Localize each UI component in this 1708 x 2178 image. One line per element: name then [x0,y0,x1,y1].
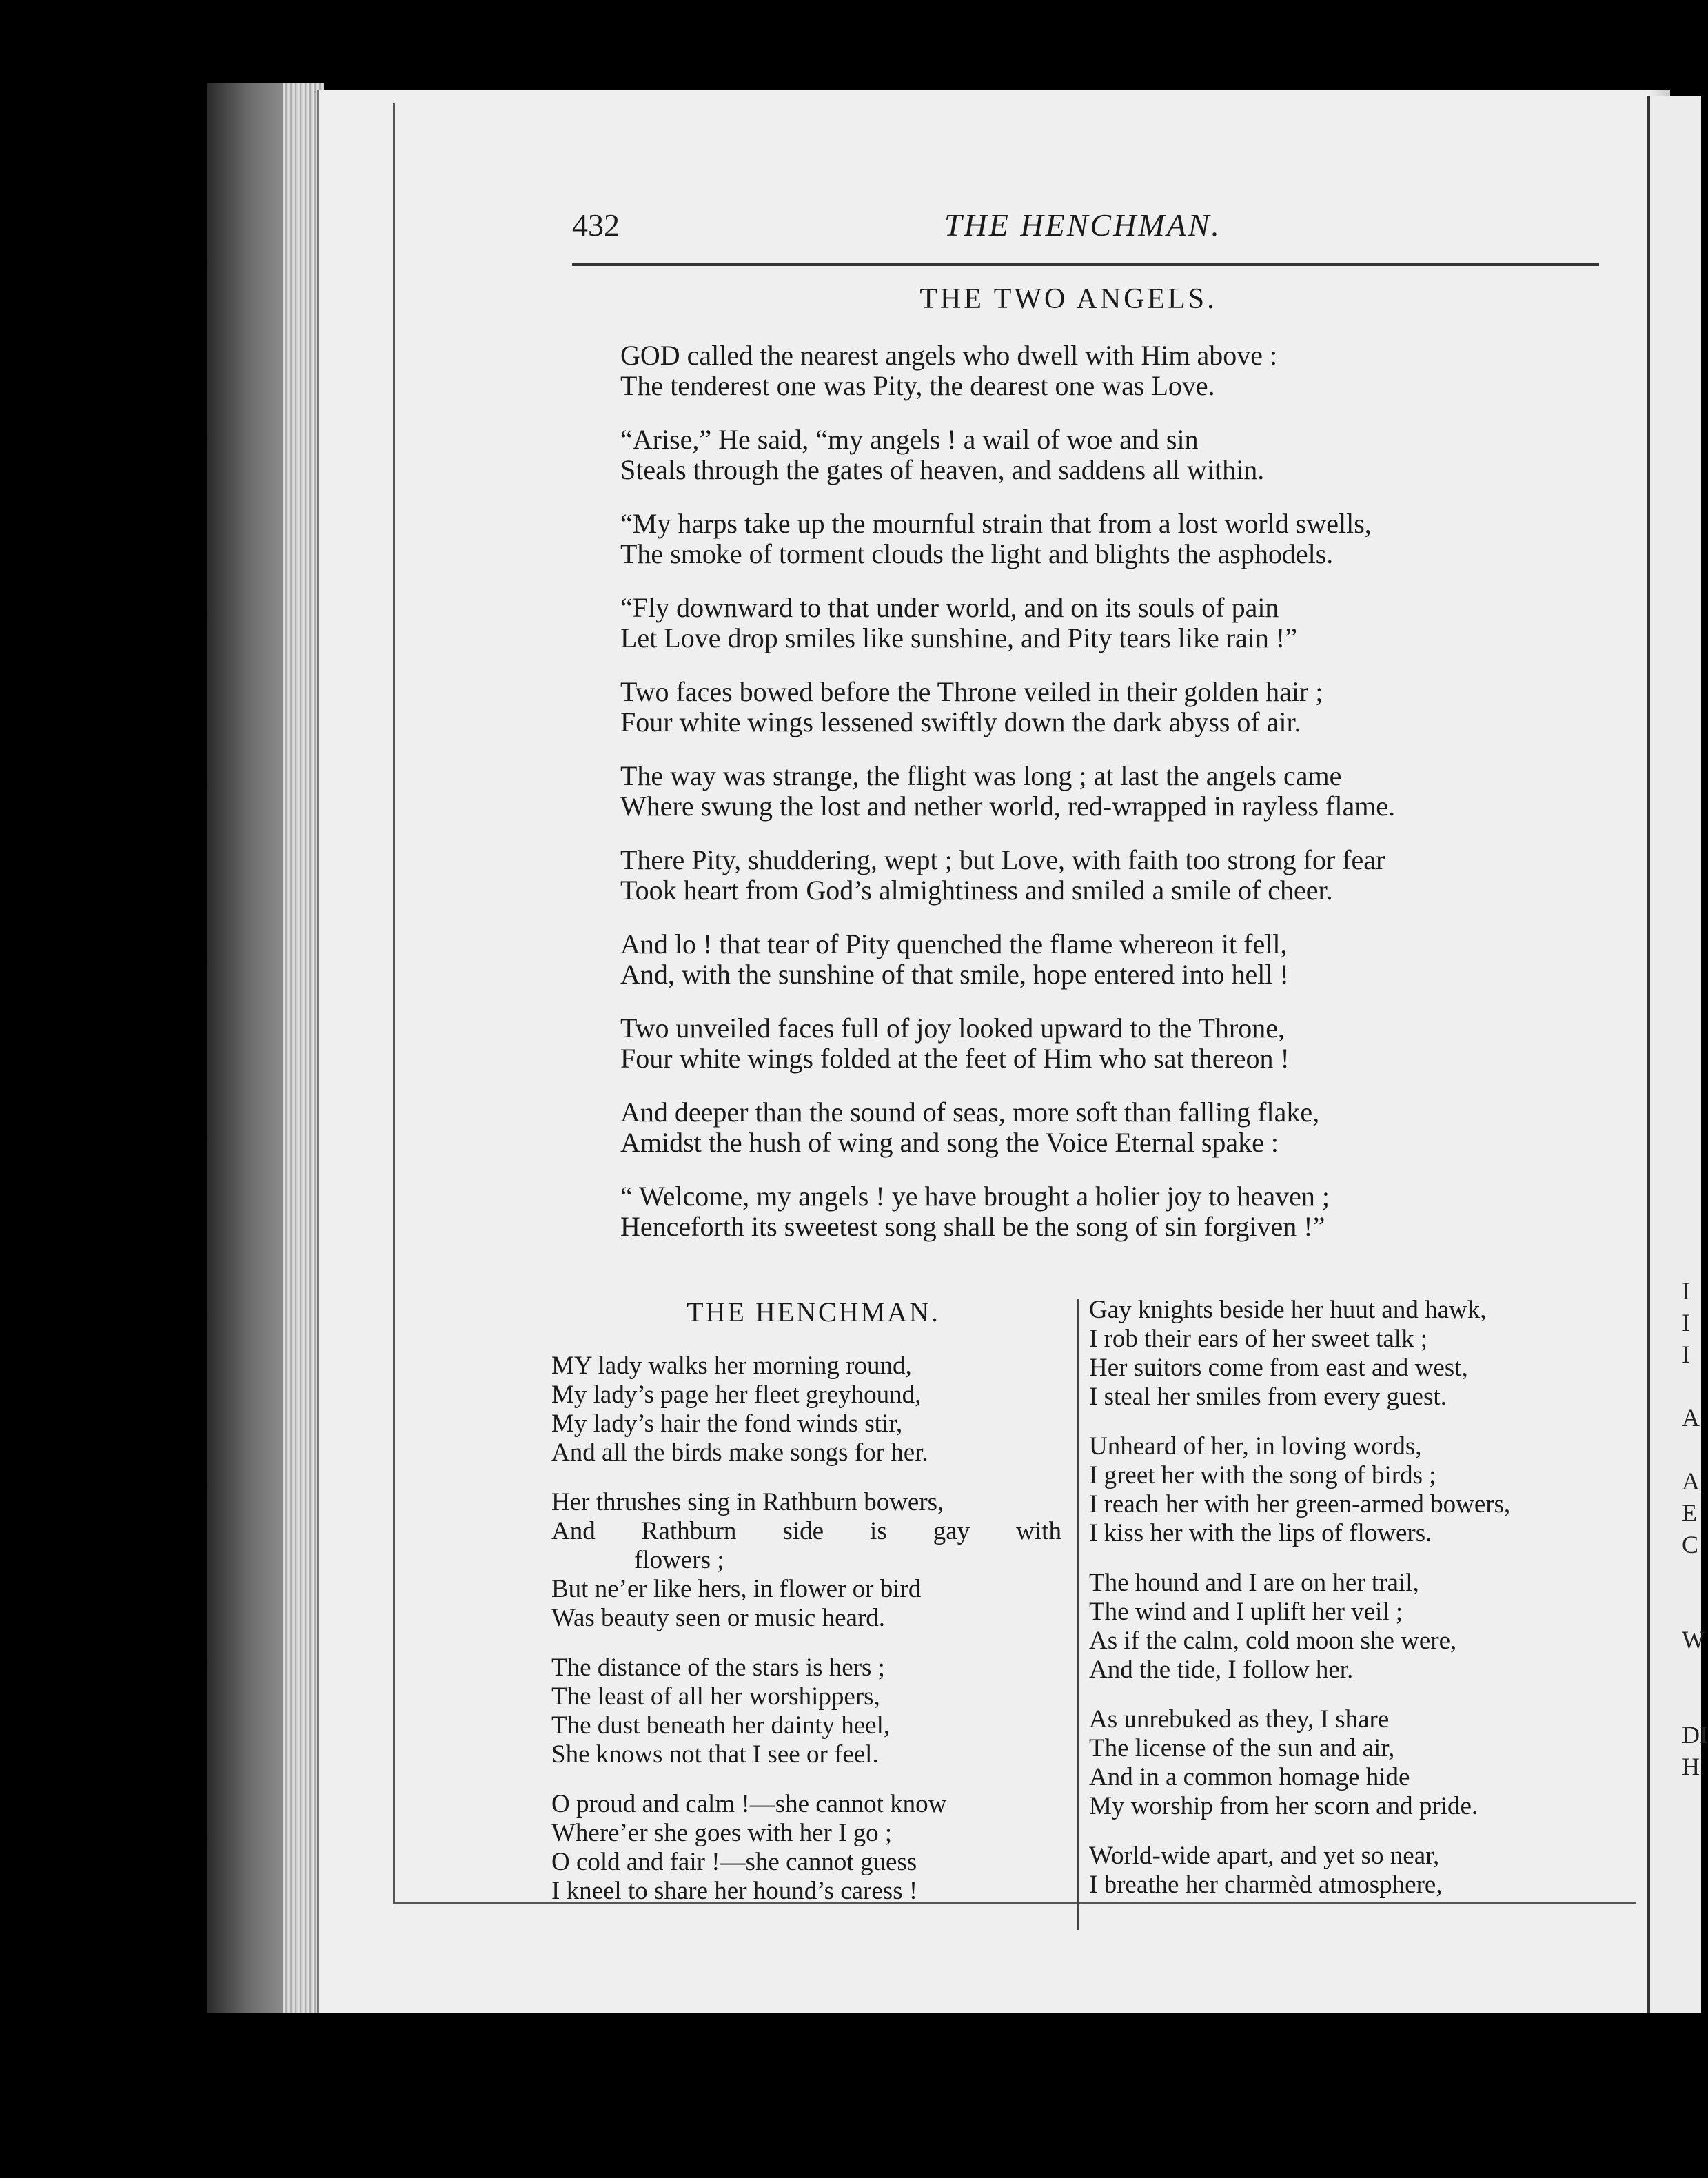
facing-page-text-fragments: I I I A A E C W DI H [1682,1277,1708,1780]
verse-line: The smoke of torment clouds the light and blights the asphodels. [620,538,1334,569]
verse-line: The license of the sun and air, [1089,1734,1395,1762]
verse-line: The dust beneath her dainty heel, [551,1711,891,1740]
verse-line: And all the birds make songs for her. [551,1438,928,1467]
stanza [620,425,1599,485]
page-number: 432 [572,207,620,243]
verse-line: The tenderest one was Pity, the dearest one was Love. [620,370,1215,401]
stanza [620,509,1599,569]
verse-line: I kneel to share her hound’s caress ! [551,1877,918,1905]
verse-line: Gay knights beside her huut and hawk, [1089,1296,1487,1324]
stanza [620,845,1599,906]
verse-line: Was beauty seen or music heard. [551,1604,886,1632]
word: And [551,1517,596,1545]
verse-line: I kiss her with the lips of flowers. [1089,1519,1432,1547]
stanza [1089,1842,1613,1900]
stanza [620,1097,1599,1158]
verse-line: As if the calm, cold moon she were, [1089,1627,1457,1655]
verse-line: “My harps take up the mournful strain that from a lost world swells, [620,508,1372,539]
henchman-left-column [551,1296,1075,1926]
stanza [620,593,1599,653]
verse-line: GOD called the nearest angels who dwell with Him above : [620,340,1278,371]
verse-line: Her thrushes sing in Rathburn bowers, [551,1488,944,1516]
poem-the-two-angels [620,283,1599,1265]
column-divider [1077,1299,1079,1930]
verse-line: My lady’s page her fleet greyhound, [551,1381,922,1409]
verse-line: The least of all her worshippers, [551,1682,880,1711]
word: is [870,1517,887,1545]
verse-line-turnover: flowers ; [634,1546,724,1574]
verse-line: O proud and calm !—she cannot know [551,1790,947,1818]
word: with [1016,1517,1061,1545]
verse-line: But ne’er like hers, in flower or bird [551,1575,922,1603]
verse-line: I breathe her charmèd atmosphere, [1089,1871,1443,1899]
stanza [620,761,1599,822]
running-head [572,207,1606,262]
verse-line: Two faces bowed before the Throne veiled in their golden hair ; [620,676,1323,707]
stanza [620,929,1599,990]
verse-line: And, with the sunshine of that smile, hope entered into hell ! [620,959,1289,990]
verse-line: Two unveiled faces full of joy looked upward to the Throne, [620,1012,1285,1044]
verse-line: Took heart from God’s almightiness and smiled a smile of cheer. [620,875,1333,906]
verse-line: There Pity, shuddering, wept ; but Love, with faith too strong for fear [620,844,1385,875]
verse-line: Her suitors come from east and west, [1089,1354,1468,1382]
verse-line: Unheard of her, in loving words, [1089,1432,1422,1461]
stanza [620,1181,1599,1242]
verse-line: Henceforth its sweetest song shall be the song of sin forgiven !” [620,1211,1325,1242]
verse-line: As unrebuked as they, I share [1089,1705,1390,1733]
verse-line: I greet her with the song of birds ; [1089,1461,1436,1489]
verse-line: My lady’s hair the fond winds stir, [551,1409,903,1438]
verse-line: And deeper than the sound of seas, more soft than falling flake, [620,1097,1320,1128]
verse-line: And lo ! that tear of Pity quenched the flame whereon it fell, [620,928,1288,959]
verse-line: My worship from her scorn and pride. [1089,1792,1478,1820]
verse-line: Let Love drop smiles like sunshine, and Pity tears like rain !” [620,622,1297,653]
word: gay [933,1517,970,1545]
verse-line: The wind and I uplift her veil ; [1089,1598,1403,1626]
word: side [782,1517,824,1545]
verse-line: Four white wings folded at the feet of Him who sat thereon ! [620,1043,1290,1074]
verse-line: And the tide, I follow her. [1089,1656,1354,1684]
stanza [1089,1569,1613,1685]
stanza [551,1352,1075,1467]
poem-title: THE TWO ANGELS. [919,283,1217,315]
verse-line: She knows not that I see or feel. [551,1740,879,1769]
stanza [1089,1296,1613,1412]
head-rule [572,263,1599,266]
verse-line: MY lady walks her morning round, [551,1352,912,1380]
verse-line: The way was strange, the flight was long ; at last the angels came [620,760,1342,791]
word: Rathburn [641,1517,737,1545]
stanza [551,1653,1075,1769]
verse-line: Amidst the hush of wing and song the Voice Eternal spake : [620,1127,1279,1158]
verse-line: And in a common homage hide [1089,1763,1410,1791]
verse-line: The hound and I are on her trail, [1089,1569,1419,1597]
verse-line: Where swung the lost and nether world, red-wrapped in rayless flame. [620,791,1396,822]
verse-line-justified [551,1517,1061,1546]
running-title: THE HENCHMAN. [944,207,1221,243]
verse-line: Four white wings lessened swiftly down the dark abyss of air. [620,706,1301,737]
stanza [1089,1432,1613,1548]
stanza [1089,1705,1613,1821]
verse-line: “Arise,” He said, “my angels ! a wail of woe and sin [620,424,1199,455]
stanza [620,677,1599,737]
verse-line: “ Welcome, my angels ! ye have brought a holier joy to heaven ; [620,1181,1330,1212]
verse-line: The distance of the stars is hers ; [551,1653,885,1682]
verse-line: “Fly downward to that under world, and on its souls of pain [620,592,1279,623]
verse-line: I rob their ears of her sweet talk ; [1089,1325,1428,1353]
verse-line: O cold and fair !—she cannot guess [551,1848,917,1876]
verse-line: Where’er she goes with her I go ; [551,1819,893,1847]
stanza [551,1790,1075,1906]
verse-line: I reach her with her green-armed bowers, [1089,1490,1511,1518]
verse-line: I steal her smiles from every guest. [1089,1383,1447,1411]
verse-line: Steals through the gates of heaven, and saddens all within. [620,454,1265,485]
stanza [620,1013,1599,1074]
stanza [551,1488,1075,1633]
poem-title: THE HENCHMAN. [687,1296,940,1327]
stanza [620,340,1599,401]
verse-line: World-wide apart, and yet so near, [1089,1842,1440,1870]
henchman-right-column [1089,1296,1613,1920]
